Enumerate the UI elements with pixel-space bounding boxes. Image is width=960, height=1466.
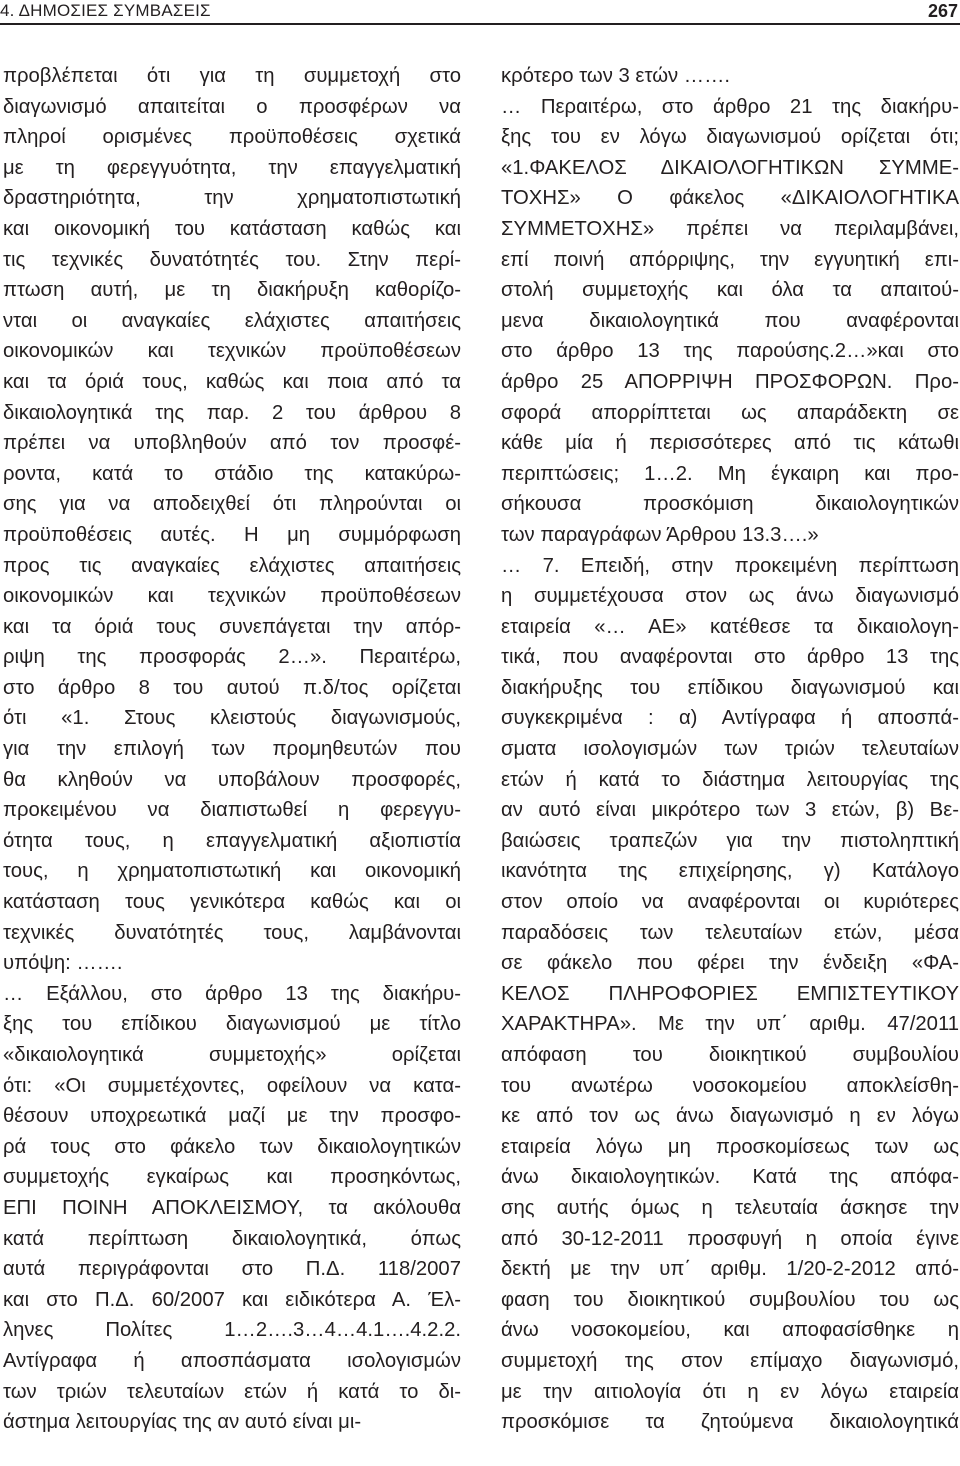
text-line: του ανωτέρω νοσοκομείου αποκλείσθη-	[501, 1074, 959, 1097]
text-line: … Περαιτέρω, στο άρθρο 21 της διακήρυ-	[501, 95, 959, 118]
text-line: των τριών τελευταίων ετών ή κατά το δι-	[3, 1380, 461, 1403]
text-line: ότητα τους, η επαγγελματική αξιοπιστία	[3, 829, 461, 852]
text-line: απόφαση του διοικητικού συμβουλίου	[501, 1044, 959, 1066]
text-line: δεκτή με την υπ΄ αριθμ. 1/20-2-2012 από-	[501, 1258, 959, 1281]
text-line: στο άρθρο 13 της παρούσης.2…»και στο	[501, 340, 959, 363]
text-line: τους, η χρηματοπιστωτική και οικονομική	[3, 860, 461, 883]
text-line: θα κληθούν να υποβάλουν προσφορές,	[3, 768, 461, 791]
text-line: και τα όριά τους συνεπάγεται την απόρ-	[3, 615, 461, 638]
text-line: κατά περίπτωση δικαιολογητικά, όπως	[3, 1227, 461, 1250]
text-line: άνω δικαιολογητικών. Κατά της απόφα-	[501, 1166, 959, 1189]
text-line: με την αιτιολογία ότι η εν λόγω εταιρεία	[501, 1380, 959, 1403]
text-line: σης αυτής όμως η τελευταία άσκησε την	[501, 1196, 959, 1219]
running-header	[0, 0, 960, 24]
left-text-column	[3, 61, 461, 1438]
header-divider	[0, 23, 960, 25]
text-line: ότι «1. Στους κλειστούς διαγωνισμούς,	[3, 707, 461, 730]
text-line: ξης του επίδικου διαγωνισμού με τίτλο	[3, 1013, 461, 1036]
text-line: θέσουν υποχρεωτικά μαζί με την προσφο-	[3, 1105, 461, 1128]
text-line: «δικαιολογητικά συμμετοχής» ορίζεται	[3, 1044, 461, 1066]
text-line: πρέπει να υποβληθούν από τον προσφέ-	[3, 432, 461, 455]
text-line: σματα ισολογισμών των τριών τελευταίων	[501, 738, 959, 761]
text-line: ΣΥΜΜΕΤΟΧΗΣ» πρέπει να περιλαμβάνει,	[501, 217, 959, 240]
text-line: διακήρυξης του επίδικου διαγωνισμού και	[501, 676, 959, 699]
text-line: άνω νοσοκομείου, και αποφασίσθηκε η	[501, 1319, 959, 1342]
text-line: εταιρεία λόγω μη προσκομίσεως των ως	[501, 1135, 959, 1158]
text-line: ΤΟΧΗΣ» Ο φάκελος «ΔΙΚΑΙΟΛΟΓΗΤΙΚΑ	[501, 187, 959, 210]
text-line: κρότερο των 3 ετών …….	[501, 65, 730, 87]
text-line: ετών ή κατά το διάστημα λειτουργίας της	[501, 768, 959, 791]
text-line: ΧΑΡΑΚΤΗΡΑ». Με την υπ΄ αριθμ. 47/2011	[501, 1013, 959, 1036]
text-line: συγκεκριμένα : α) Αντίγραφα ή αποσπά-	[501, 707, 959, 730]
text-line: σήκουσα προσκόμιση δικαιολογητικών	[501, 493, 959, 516]
text-line: στο άρθρο 8 του αυτού π.δ/τος ορίζεται	[3, 676, 461, 699]
text-line: συμμετοχής εγκαίρως και προσηκόντως,	[3, 1166, 461, 1189]
text-line: νται οι αναγκαίες ελάχιστες απαιτήσεις	[3, 309, 461, 332]
text-line: κάθε μία ή περισσότερες από τις κάτωθι	[501, 432, 959, 455]
section-title: 4. ΔΗΜΟΣΙΕΣ ΣΥΜΒΑΣΕΙΣ	[0, 1, 211, 20]
text-line: μενα δικαιολογητικά που αναφέρονται	[501, 309, 959, 332]
text-line: σε φάκελο που φέρει την ένδειξη «ΦΑ-	[501, 952, 959, 975]
text-line: σφορά απορρίπτεται ως απαράδεκτη σε	[501, 401, 959, 424]
text-line: για την επιλογή των προμηθευτών που	[3, 738, 461, 761]
text-line: οικονομικών και τεχνικών προϋποθέσεων	[3, 340, 461, 363]
text-line: βαιώσεις τραπεζών για την πιστοληπτική	[501, 829, 959, 852]
text-line: στολή συμμετοχής και όλα τα απαιτού-	[501, 279, 959, 302]
text-line: ΕΠΙ ΠΟΙΝΗ ΑΠΟΚΛΕΙΣΜΟΥ, τα ακόλουθα	[3, 1196, 461, 1219]
text-line: πτωση αυτή, με τη διακήρυξη καθορίζο-	[3, 279, 461, 302]
text-line: κε από τον ως άνω διαγωνισμό η εν λόγω	[501, 1105, 959, 1128]
text-line: επί ποινή απόρριψης, την εγγυητική επι-	[501, 248, 959, 271]
text-line: άρθρο 25 ΑΠΟΡΡΙΨΗ ΠΡΟΣΦΟΡΩΝ. Προ-	[501, 370, 959, 393]
text-line: σης για να αποδειχθεί ότι πληρούνται οι	[3, 493, 461, 516]
text-line: προς τις αναγκαίες ελάχιστες απαιτήσεις	[3, 554, 461, 577]
text-line: ροντα, κατά το στάδιο της κατακύρω-	[3, 462, 461, 485]
text-line: συμμετοχή της στον επίμαχο διαγωνισμό,	[501, 1349, 959, 1372]
text-line: τις τεχνικές δυνατότητές του. Στην περί-	[3, 248, 461, 271]
text-line: «1.ΦΑΚΕΛΟΣ ΔΙΚΑΙΟΛΟΓΗΤΙΚΩΝ ΣΥΜΜΕ-	[501, 156, 959, 179]
text-line: και στο Π.Δ. 60/2007 και ειδικότερα Α. Έλ-	[3, 1288, 461, 1311]
text-line: ότι: «Οι συμμετέχοντες, οφείλουν να κατα-	[3, 1074, 461, 1097]
text-line: … 7. Επειδή, στην προκειμένη περίπτωση	[501, 554, 959, 577]
text-line: δικαιολογητικά της παρ. 2 του άρθρου 8	[3, 401, 461, 424]
text-line: φαση του διοικητικού συμβουλίου του ως	[501, 1288, 959, 1311]
text-line: αυτά περιγράφονται στο Π.Δ. 118/2007	[3, 1258, 461, 1281]
text-line: και οικονομική του κατάσταση καθώς και	[3, 217, 461, 240]
right-text-column	[501, 61, 959, 1438]
text-line: και τα όριά τους, καθώς και ποια από τα	[3, 370, 461, 393]
text-line: προϋποθέσεις αυτές. Η μη συμμόρφωση	[3, 523, 461, 546]
text-line: ληνες Πολίτες 1…2….3…4…4.1….4.2.2.	[3, 1319, 461, 1342]
text-line: με τη φερεγγυότητα, την επαγγελματική	[3, 156, 461, 179]
text-line: ικανότητα της επιχείρησης, γ) Κατάλογο	[501, 860, 959, 883]
text-line: οικονομικών και τεχνικών προϋποθέσεων	[3, 585, 461, 608]
text-line: … Εξάλλου, στο άρθρο 13 της διακήρυ-	[3, 982, 461, 1005]
text-line: η συμμετέχουσα στον ως άνω διαγωνισμό	[501, 585, 959, 608]
text-line: ΚΕΛΟΣ ΠΛΗΡΟΦΟΡΙΕΣ ΕΜΠΙΣΤΕΥΤΙΚΟΥ	[501, 982, 959, 1005]
text-line: των παραγράφων Άρθρου 13.3….»	[501, 523, 819, 546]
text-line: διαγωνισμό απαιτείται ο προσφέρων να	[3, 95, 461, 118]
text-line: τεχνικές δυνατότητές τους, λαμβάνονται	[3, 921, 461, 944]
text-line: τικά, που αναφέρονται στο άρθρο 13 της	[501, 646, 959, 669]
text-line: ξης του εν λόγω διαγωνισμού ορίζεται ότι;	[501, 126, 959, 149]
text-line: στον οποίο να αναφέρονται οι κυριότερες	[501, 891, 959, 914]
text-line: εταιρεία «… ΑΕ» κατέθεσε τα δικαιολογη-	[501, 615, 959, 638]
text-line: προκειμένου να διαπιστωθεί η φερεγγυ-	[3, 799, 461, 822]
text-line: κατάσταση τους γενικότερα καθώς και οι	[3, 891, 461, 914]
text-line: περιπτώσεις; 1…2. Μη έγκαιρη και προ-	[501, 462, 959, 485]
text-line: από 30-12-2011 προσφυγή η οποία έγινε	[501, 1227, 959, 1250]
text-line: προσκόμισε τα ζητούμενα δικαιολογητικά	[501, 1411, 959, 1434]
text-line: ρά τους στο φάκελο των δικαιολογητικών	[3, 1135, 461, 1158]
text-line: πληροί ορισμένες προϋποθέσεις σχετικά	[3, 126, 461, 149]
text-line: ριψη της προσφοράς 2…». Περαιτέρω,	[3, 646, 461, 669]
text-line: υπόψη: …….	[3, 952, 123, 975]
text-line: προβλέπεται ότι για τη συμμετοχή στο	[3, 65, 461, 87]
text-line: αν αυτό είναι μικρότερο των 3 ετών, β) Βε-	[501, 799, 959, 822]
text-line: Αντίγραφα ή αποσπάσματα ισολογισμών	[3, 1349, 461, 1372]
page-number: 267	[927, 1, 958, 21]
text-line: παραδόσεις των τελευταίων ετών, μέσα	[501, 921, 959, 944]
text-line: δραστηριότητα, την χρηματοπιστωτική	[3, 187, 461, 210]
text-line: άστημα λειτουργίας της αν αυτό είναι μι-	[3, 1411, 362, 1434]
